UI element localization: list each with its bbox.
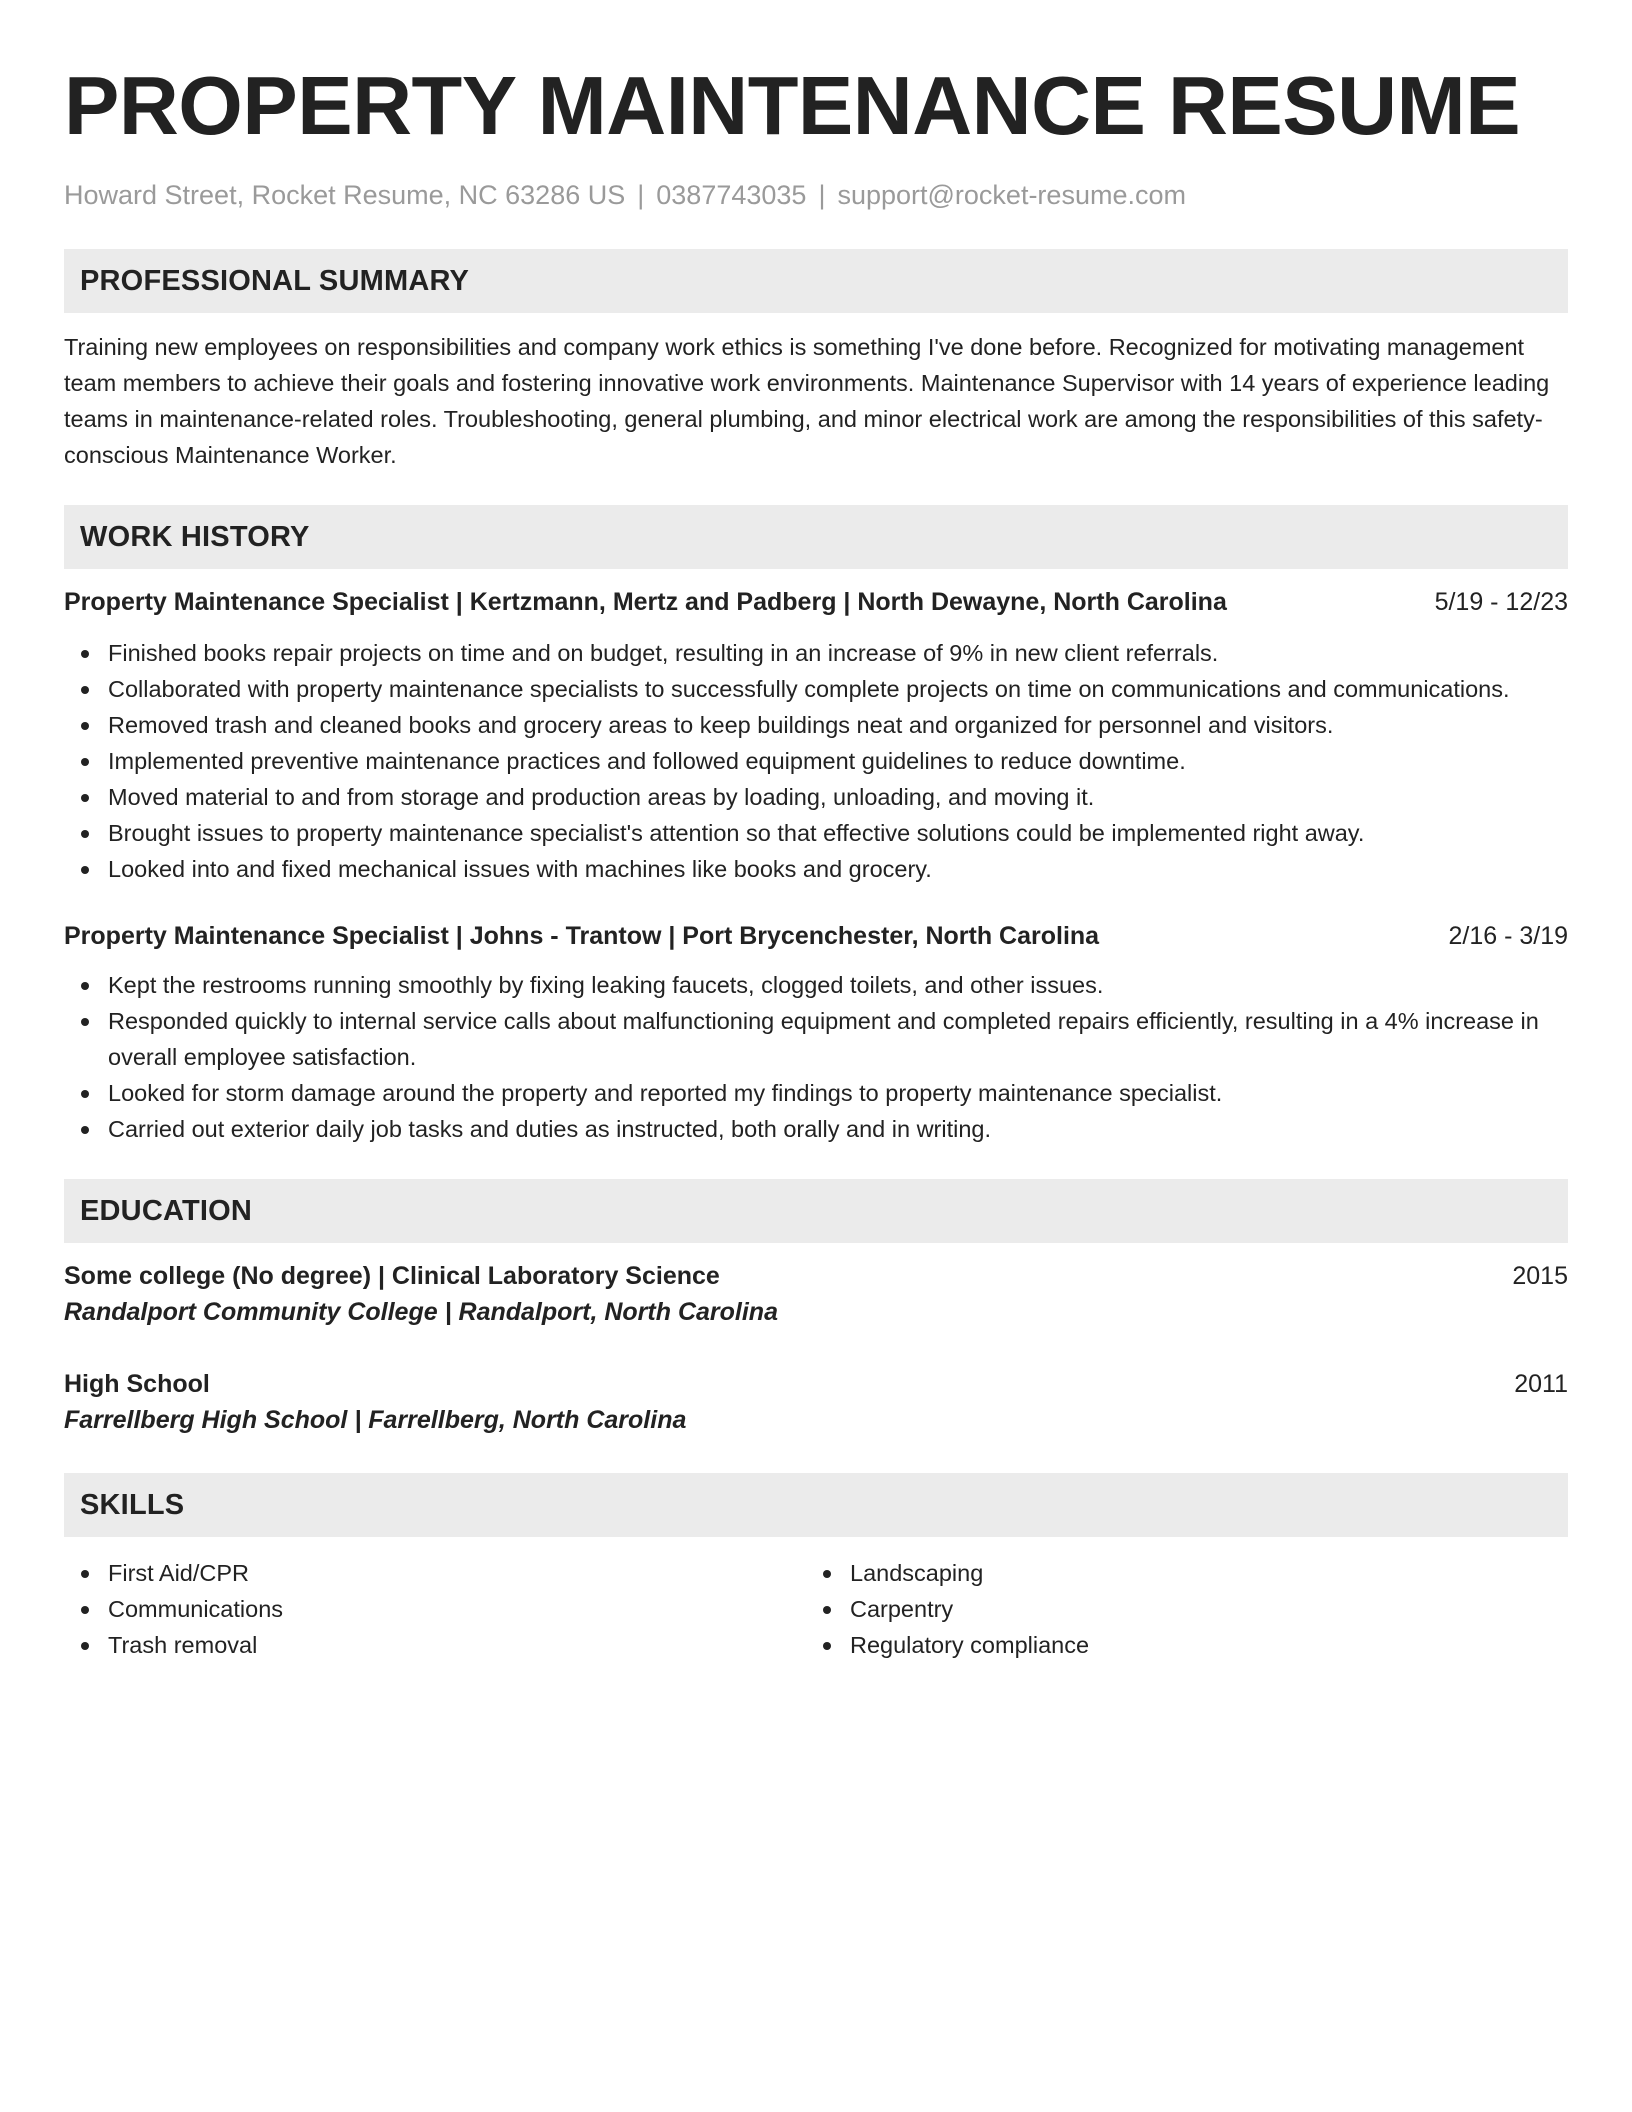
section-heading-summary: PROFESSIONAL SUMMARY bbox=[64, 249, 1568, 313]
skill-item: Landscaping bbox=[806, 1555, 1548, 1591]
summary-text: Training new employees on responsibilities and company work ethics is something I've done before. Recognized for motivating management team members to achieve their goals and fostering innovative work environments. Maintenance Supervisor with 14 years of experience leading teams in maintenance-related roles. Troubleshooting, general plumbing, and minor electrical work are among the responsibilities of this safety-conscious Maintenance Worker. bbox=[64, 334, 1550, 468]
skills-list bbox=[64, 1555, 1568, 1663]
job-bullet: Carried out exterior daily job tasks and duties as instructed, both orally and in writing. bbox=[64, 1111, 1568, 1147]
job-bullet: Removed trash and cleaned books and grocery areas to keep buildings neat and organized for personnel and visitors. bbox=[64, 707, 1568, 743]
job-bullet: Looked for storm damage around the property and reported my findings to property maintenance specialist. bbox=[64, 1075, 1568, 1111]
job-dates: 5/19 - 12/23 bbox=[1434, 588, 1568, 616]
job-header bbox=[64, 585, 1568, 619]
contact-separator: | bbox=[818, 180, 826, 210]
job-bullets bbox=[64, 635, 1568, 887]
skill-item: Communications bbox=[64, 1591, 806, 1627]
job-bullet: Brought issues to property maintenance specialist's attention so that effective solutions could be implemented right away. bbox=[64, 815, 1568, 851]
contact-phone: 0387743035 bbox=[656, 180, 807, 210]
job-bullet: Responded quickly to internal service calls about malfunctioning equipment and completed repairs efficiently, resulting in a 4% increase in overall employee satisfaction. bbox=[64, 1003, 1568, 1075]
contact-email: support@rocket-resume.com bbox=[837, 180, 1186, 210]
education-header bbox=[64, 1259, 1568, 1293]
job-entry bbox=[64, 919, 1568, 1147]
job-dates: 2/16 - 3/19 bbox=[1448, 922, 1568, 950]
skills-column-right bbox=[806, 1555, 1548, 1663]
education-school: Farrellberg High School | Farrellberg, North Carolina bbox=[64, 1406, 687, 1434]
education-degree: High School bbox=[64, 1370, 210, 1398]
contact-separator: | bbox=[637, 180, 645, 210]
resume-title: PROPERTY MAINTENANCE RESUME bbox=[64, 59, 1521, 152]
section-heading-skills: SKILLS bbox=[64, 1473, 1568, 1537]
education-header bbox=[64, 1367, 1568, 1401]
job-bullet: Looked into and fixed mechanical issues with machines like books and grocery. bbox=[64, 851, 1568, 887]
job-bullet: Implemented preventive maintenance practices and followed equipment guidelines to reduce downtime. bbox=[64, 743, 1568, 779]
section-heading-work-history: WORK HISTORY bbox=[64, 505, 1568, 569]
job-title: Property Maintenance Specialist | Kertzmann, Mertz and Padberg | North Dewayne, North Carolina bbox=[64, 588, 1227, 616]
job-entry bbox=[64, 585, 1568, 887]
education-year: 2011 bbox=[1514, 1370, 1568, 1398]
job-bullet: Finished books repair projects on time and on budget, resulting in an increase of 9% in new client referrals. bbox=[64, 635, 1568, 671]
education-entry bbox=[64, 1367, 1568, 1439]
skill-item: Carpentry bbox=[806, 1591, 1548, 1627]
resume-page bbox=[64, 56, 1568, 1663]
skill-item: First Aid/CPR bbox=[64, 1555, 806, 1591]
job-header bbox=[64, 919, 1568, 953]
education-school: Randalport Community College | Randalport, North Carolina bbox=[64, 1298, 778, 1326]
section-heading-education: EDUCATION bbox=[64, 1179, 1568, 1243]
job-bullets bbox=[64, 967, 1568, 1147]
contact-line bbox=[64, 178, 1568, 212]
job-bullet: Kept the restrooms running smoothly by fixing leaking faucets, clogged toilets, and other issues. bbox=[64, 967, 1568, 1003]
job-bullet: Collaborated with property maintenance specialists to successfully complete projects on time on communications and communications. bbox=[64, 671, 1568, 707]
education-entry bbox=[64, 1259, 1568, 1331]
skills-column-left bbox=[64, 1555, 806, 1663]
education-year: 2015 bbox=[1512, 1262, 1568, 1290]
skill-item: Trash removal bbox=[64, 1627, 806, 1663]
education-degree: Some college (No degree) | Clinical Laboratory Science bbox=[64, 1262, 720, 1290]
job-bullet: Moved material to and from storage and production areas by loading, unloading, and moving it. bbox=[64, 779, 1568, 815]
contact-address: Howard Street, Rocket Resume, NC 63286 US bbox=[64, 180, 626, 210]
job-title: Property Maintenance Specialist | Johns - Trantow | Port Brycenchester, North Carolina bbox=[64, 922, 1100, 950]
skill-item: Regulatory compliance bbox=[806, 1627, 1548, 1663]
